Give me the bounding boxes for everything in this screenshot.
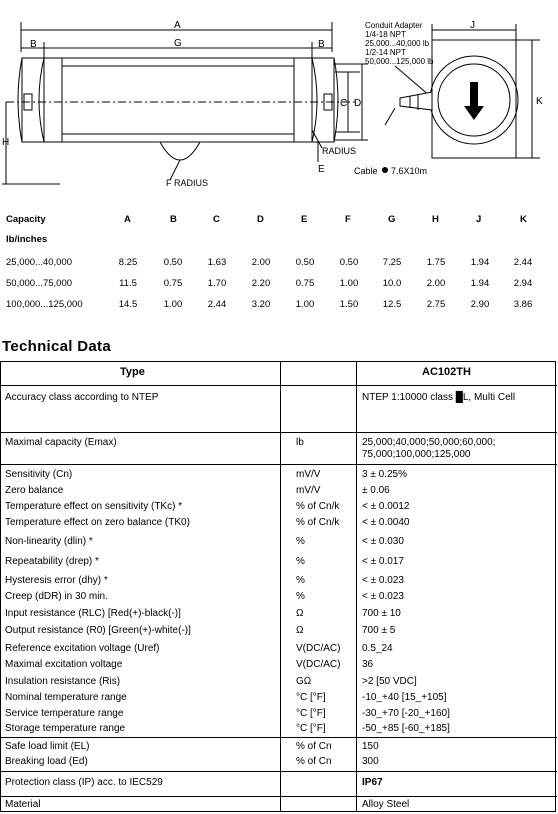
param-unit: % of Cn/k: [296, 517, 340, 528]
param-unit: mV/V: [296, 485, 321, 496]
dim-cell: 2.75: [426, 299, 446, 310]
dim-cell: 3.86: [513, 299, 533, 310]
param-value: < ± 0.017: [362, 556, 404, 567]
param-value: Alloy Steel: [362, 799, 410, 810]
param-label: Repeatability (drep) *: [5, 556, 99, 567]
param-unit: Ω: [296, 625, 304, 636]
param-value: >2 [50 VDC]: [362, 676, 417, 687]
param-value: 150: [362, 741, 379, 752]
param-label: Maximal capacity (Emax): [5, 437, 117, 448]
param-value: -50_+85 [-60_+185]: [362, 723, 450, 734]
technical-data-table: [0, 361, 557, 813]
param-unit: °C [°F]: [296, 708, 326, 719]
dim-cell: 2.00: [251, 257, 271, 268]
dim-cell: 2.44: [513, 257, 533, 268]
param-unit: Ω: [296, 608, 304, 619]
param-value: IP67: [362, 777, 383, 788]
param-label: Maximal excitation voltage: [5, 659, 123, 670]
dim-cell: 14.5: [118, 299, 138, 310]
param-label: Service temperature range: [5, 708, 124, 719]
param-value: 300: [362, 756, 379, 767]
param-value: < ± 0.023: [362, 591, 404, 602]
label-h: H: [2, 137, 10, 148]
cable-size: 7.6X10m: [391, 166, 428, 176]
param-label: Material: [5, 799, 41, 810]
param-label: Protection class (IP) acc. to IEC529: [5, 777, 163, 788]
unit-label: lb/inches: [6, 234, 48, 245]
dim-cell: 2.00: [426, 278, 446, 289]
label-k: K: [536, 96, 543, 107]
param-label: Input resistance (RLC) [Red(+)-black(-)]: [5, 608, 181, 619]
dim-capacity: 50,000...75,000: [6, 278, 73, 289]
param-value: 3 ± 0.25%: [362, 469, 407, 480]
param-unit: %: [296, 591, 305, 602]
dim-cell: 0.75: [163, 278, 183, 289]
param-value: < ± 0.023: [362, 575, 404, 586]
param-label: Sensitivity (Cn): [5, 469, 73, 480]
param-label: Hysteresis error (dhy) *: [5, 575, 108, 586]
dim-cell: 0.75: [295, 278, 315, 289]
divider: [280, 361, 281, 812]
dim-cell: 0.50: [339, 257, 359, 268]
label-c: C: [340, 98, 348, 109]
divider: [0, 796, 557, 797]
dim-row: [0, 299, 558, 313]
cable-label: Cable: [354, 166, 378, 176]
param-label: Temperature effect on sensitivity (TKc) *: [5, 501, 183, 512]
label-d: D: [354, 98, 362, 109]
param-unit: lb: [296, 437, 304, 448]
col-k: K: [520, 214, 527, 225]
param-value: < ± 0.0040: [362, 517, 410, 528]
label-b-left: B: [30, 39, 37, 50]
col-d: D: [257, 214, 264, 225]
dim-cell: 11.5: [119, 278, 137, 289]
dim-cell: 2.20: [251, 278, 271, 289]
dim-cell: 2.44: [207, 299, 227, 310]
dim-cell: 3.20: [251, 299, 271, 310]
param-label: Insulation resistance (Ris): [5, 676, 121, 687]
label-radius: RADIUS: [322, 146, 357, 156]
dim-cell: 1.50: [339, 299, 359, 310]
param-unit: mV/V: [296, 469, 321, 480]
dim-cell: 12.5: [382, 299, 402, 310]
label-j: J: [470, 20, 475, 31]
param-value: 25,000;40,000;50,000;60,000;: [362, 437, 496, 448]
param-unit: %: [296, 556, 305, 567]
dim-cell: 1.70: [207, 278, 227, 289]
param-value: NTEP 1:10000 class █L, Multi Cell: [362, 392, 516, 403]
capacity-header: Capacity: [6, 214, 46, 225]
divider: [0, 464, 557, 465]
param-unit: V(DC/AC): [296, 659, 341, 670]
param-label: Safe load limit (EL): [5, 741, 90, 752]
divider: [0, 432, 557, 433]
label-b-right: B: [318, 39, 325, 50]
param-value: 700 ± 5: [362, 625, 396, 636]
param-unit: % of Cn: [296, 741, 332, 752]
dim-cell: 0.50: [163, 257, 183, 268]
label-f-radius: F RADIUS: [166, 178, 209, 188]
dim-row: [0, 278, 558, 292]
dim-cell: 10.0: [382, 278, 402, 289]
param-label: Breaking load (Ed): [5, 756, 88, 767]
param-label: Reference excitation voltage (Uref): [5, 643, 160, 654]
col-a: A: [124, 214, 131, 225]
param-unit: °C [°F]: [296, 692, 326, 703]
param-value: 36: [362, 659, 374, 670]
label-g: G: [174, 38, 182, 49]
type-header: Type: [120, 366, 145, 378]
divider: [0, 737, 557, 738]
param-unit: % of Cn: [296, 756, 332, 767]
dim-capacity: 25,000...40,000: [6, 257, 73, 268]
model-header: AC102TH: [422, 366, 471, 378]
label-a: A: [174, 20, 181, 31]
technical-data-title: Technical Data: [2, 338, 111, 355]
conduit-line1: 1/4-18 NPT: [365, 30, 406, 39]
col-h: H: [432, 214, 439, 225]
dim-cell: 1.63: [207, 257, 227, 268]
param-value: 700 ± 10: [362, 608, 401, 619]
param-unit: °C [°F]: [296, 723, 326, 734]
divider: [0, 385, 557, 386]
dim-cell: 2.90: [470, 299, 490, 310]
param-label: Zero balance: [5, 485, 64, 496]
conduit-title: Conduit Adapter: [365, 21, 423, 30]
load-cell-drawing: [0, 0, 558, 205]
divider: [0, 771, 557, 772]
conduit-line4: 50,000...125,000 lb: [365, 57, 434, 66]
dim-cell: 1.00: [339, 278, 359, 289]
dim-cell: 1.94: [470, 257, 490, 268]
param-label: Nominal temperature range: [5, 692, 127, 703]
dim-cell: 1.00: [295, 299, 315, 310]
param-label: Temperature effect on zero balance (TK0): [5, 517, 190, 528]
param-value: -10_+40 [15_+105]: [362, 692, 447, 703]
param-value: ± 0.06: [362, 485, 390, 496]
param-value: 75,000;100,000;125,000: [362, 449, 471, 460]
param-label: Storage temperature range: [5, 723, 126, 734]
dim-capacity: 100,000...125,000: [6, 299, 83, 310]
col-j: J: [476, 214, 482, 225]
param-label: Non-linearity (dlin) *: [5, 536, 93, 547]
col-b: B: [170, 214, 177, 225]
dim-cell: 0.50: [295, 257, 315, 268]
param-label: Output resistance (R0) [Green(+)-white(-)]: [5, 625, 191, 636]
conduit-line3: 1/2-14 NPT: [365, 48, 406, 57]
col-g: G: [388, 214, 396, 225]
label-e: E: [318, 164, 325, 175]
col-c: C: [213, 214, 220, 225]
param-value: 0.5_24: [362, 643, 393, 654]
dim-cell: 1.00: [163, 299, 183, 310]
param-unit: V(DC/AC): [296, 643, 341, 654]
dim-cell: 2.94: [513, 278, 533, 289]
dim-cell: 7.25: [382, 257, 402, 268]
col-e: E: [301, 214, 308, 225]
dim-row: [0, 257, 558, 271]
param-value: -30_+70 [-20_+160]: [362, 708, 450, 719]
param-label: Creep (dDR) in 30 min.: [5, 591, 108, 602]
param-value: < ± 0.0012: [362, 501, 410, 512]
param-unit: %: [296, 575, 305, 586]
dim-cell: 8.25: [118, 257, 138, 268]
dim-cell: 1.75: [426, 257, 446, 268]
divider: [356, 361, 357, 812]
col-f: F: [345, 214, 351, 225]
dim-cell: 1.94: [470, 278, 490, 289]
param-unit: GΩ: [296, 676, 312, 687]
param-unit: % of Cn/k: [296, 501, 340, 512]
conduit-line2: 25,000...40,000 lb: [365, 39, 430, 48]
param-unit: %: [296, 536, 305, 547]
param-value: < ± 0.030: [362, 536, 404, 547]
param-label: Accuracy class according to NTEP: [5, 392, 159, 403]
